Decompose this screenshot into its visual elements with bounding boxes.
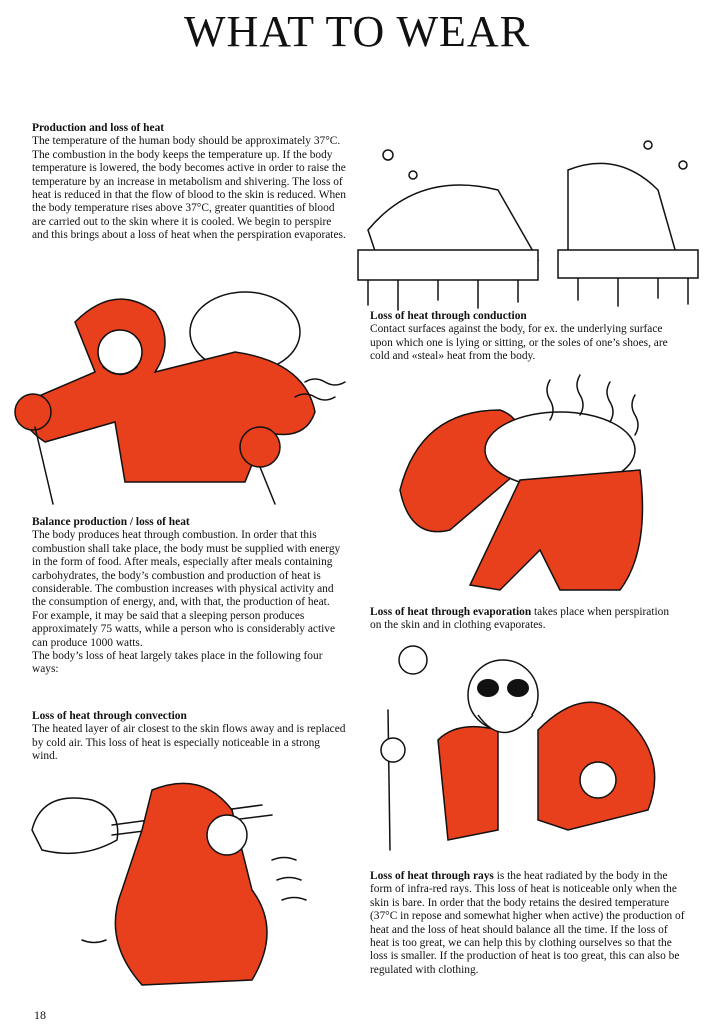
cold-surface: [558, 250, 698, 278]
section-conduction: [370, 310, 676, 364]
section-body: is the heat radiated by the body in the form of infra-red rays. This loss of heat is noticeable only when the skin is bare. In order that the body retains the desired temperature (37°C in repose and somewhat higher when active) the production of heat and the loss of heat should balance all the time. If the loss of heat is too great, we can help this by clothing ourselves so that the loss is smaller. If the production of heat is too great, this can also be regulated with clothing.: [370, 870, 685, 976]
steam-line: [577, 375, 583, 415]
glove: [580, 762, 616, 798]
steam-line: [607, 382, 613, 422]
hiker-illustration: [5, 282, 350, 507]
snow-dot: [679, 161, 687, 169]
seated-body: [368, 185, 538, 260]
wind-cloud: [32, 798, 118, 853]
conduction-illustration: [358, 130, 708, 310]
snow-dot: [644, 141, 652, 149]
page-number: 18: [34, 1008, 46, 1022]
section-heading: Loss of heat through rays: [370, 870, 494, 882]
section-body: The body produces heat through combustion. In order that this combustion shall take place, the body must be supplied with energy in the form of food. After meals, especially after meals containing carbohydrates, the body’s combustion and production of heat is considerable. The combustion increases with physical activity and the consumption of energy, and, with that, the production of heat. For example, it may be said that a sleeping person produces approximately 75 watts, while a person who is considerably active can produce 1000 watts.: [32, 529, 341, 649]
wind-line: [305, 379, 345, 385]
snow-dot: [383, 150, 393, 160]
cold-surface: [358, 250, 538, 280]
section-heading: Loss of heat through conduction: [370, 310, 527, 322]
snow-dot: [409, 171, 417, 179]
rays-illustration: [368, 640, 698, 855]
section-body: takes place when perspiration on the skin and in clothing evaporates.: [370, 606, 670, 632]
section-body: The heated layer of air closest to the skin flows away and is replaced by cold air. This loss of heat is especially noticeable in a strong wind.: [32, 723, 346, 763]
red-jacket: [115, 783, 267, 985]
red-jacket-left: [438, 727, 498, 840]
section-heading: Production and loss of heat: [32, 122, 165, 134]
section-production: [32, 122, 350, 243]
section-heading: Balance production / loss of heat: [32, 516, 190, 528]
section-body: The temperature of the human body should be approximately 37°C. The combustion in the body keeps the temperature up. If the body temperature is lowered, the body becomes active in order to raise the temperature by an increase in metabolism and shivering. The loss of heat is reduced in that the flow of blood to the skin is reduced. When the body temperature rises above 37°C, greater quantities of blood are carried out to the skin where it is cooled. We begin to perspire and this brings about a loss of heat when the perspiration evaporates.: [32, 135, 346, 242]
sunglasses-icon: [477, 679, 499, 697]
face: [207, 815, 247, 855]
section-rays: [370, 870, 686, 977]
steam-line: [632, 395, 638, 435]
mitten-left: [15, 394, 51, 430]
section-heading: Loss of heat through convection: [32, 710, 187, 722]
section-body: Contact surfaces against the body, for ex. the underlying surface upon which one is lying or sitting, or the soles of one’s shoes, are cold and «steal» heat from the body.: [370, 323, 668, 363]
section-heading: Loss of heat through evaporation: [370, 606, 532, 618]
page-title: WHAT TO WEAR: [183, 7, 531, 56]
icicles: [368, 280, 518, 310]
convection-illustration: [22, 770, 352, 1010]
section-convection: [32, 710, 348, 764]
sunglasses-icon: [507, 679, 529, 697]
boot: [568, 163, 678, 260]
section-evaporation: [370, 606, 676, 633]
section-body-2: The body’s loss of heat largely takes place in the following four ways:: [32, 650, 323, 676]
glove: [381, 738, 405, 762]
icicles: [578, 278, 688, 306]
ski-pole-right: [260, 467, 275, 504]
section-balance: [32, 516, 348, 677]
mitten-right: [240, 427, 280, 467]
ski-pole: [388, 710, 390, 850]
evaporation-illustration: [380, 370, 680, 600]
sun: [399, 646, 427, 674]
